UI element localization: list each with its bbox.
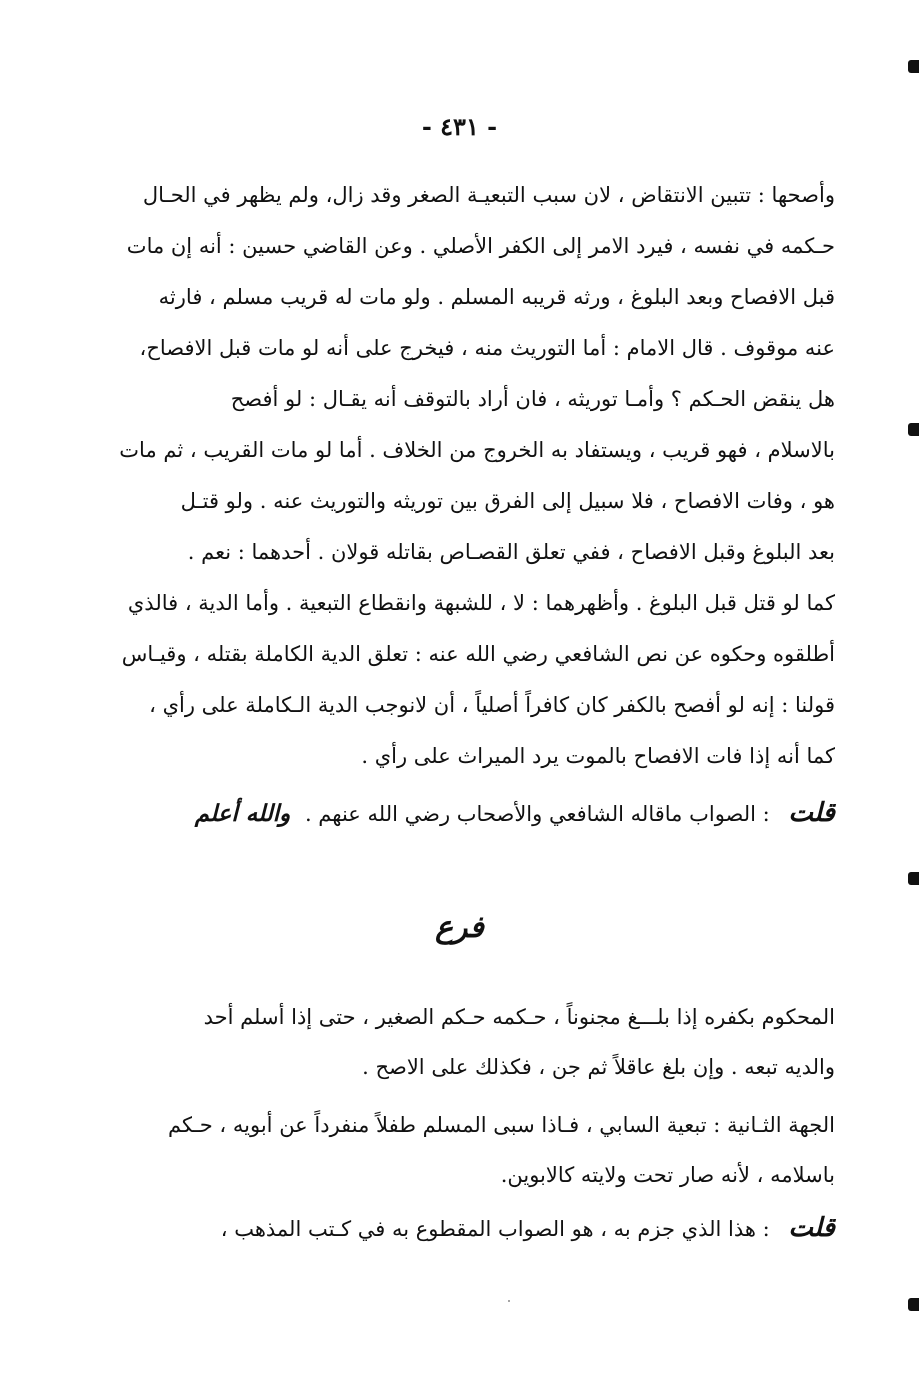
- qult-remark: [160, 790, 835, 837]
- qult-remark-2: [100, 1205, 835, 1252]
- text-line: هل ينقض الحـكم ؟ وأمـا توريثه ، فان أراد بالتوقف أنه يقـال : لو أفصح: [230, 387, 835, 411]
- second-aspect-paragraph: [100, 1100, 835, 1200]
- text-line: والديه تبعه . وإن بلغ عاقلاً ثم جن ، فكذلك على الاصح .: [362, 1055, 835, 1079]
- text-line: باسلامه ، لأنه صار تحت ولايته كالابوين.: [500, 1163, 835, 1187]
- text-line: أطلقوه وحكوه عن نص الشافعي رضي الله عنه : تعلق الدية الكاملة بقتله ، وقيـاس: [121, 642, 835, 666]
- text-line: قبل الافصاح وبعد البلوغ ، ورثه قريبه المسلم . ولو مات له قريب مسلم ، فارثه: [158, 285, 835, 309]
- page-edge-mark: [908, 60, 919, 73]
- page-edge-mark: [908, 1298, 919, 1311]
- text-line: حـكمه في نفسه ، فيرد الامر إلى الكفر الأصلي . وعن القاضي حسين : أنه إن مات: [126, 234, 835, 258]
- text-line: بعد البلوغ وقبل الافصاح ، ففي تعلق القصـاص بقاتله قولان . أحدهما : نعم .: [187, 540, 835, 564]
- qult-label: قلت: [788, 798, 835, 828]
- text-line: الجهة الثـانية : تبعية السابي ، فـاذا سبى المسلم طفلاً منفرداً عن أبويه ، حـكم: [168, 1113, 835, 1137]
- paper-speck: [508, 1300, 510, 1302]
- page-edge-mark: [908, 423, 919, 436]
- text-line: كما لو قتل قبل البلوغ . وأظهرهما : لا ، للشبهة وانقطاع التبعية . وأما الدية ، فالذي: [127, 591, 835, 615]
- main-paragraph: [100, 170, 835, 782]
- page-number: - ٤٣١ -: [421, 112, 498, 141]
- text-line: بالاسلام ، فهو قريب ، ويستفاد به الخروج من الخلاف . أما لو مات القريب ، ثم مات: [119, 438, 835, 462]
- section-heading: فرع: [435, 910, 484, 945]
- qult-text: : هذا الذي جزم به ، هو الصواب المقطوع به في كـتب المذهب ،: [220, 1217, 770, 1241]
- text-line: عنه موقوف . قال الامام : أما التوريث منه ، فيخرج على أنه لو مات قبل الافصاح،: [139, 336, 835, 360]
- page-edge-mark: [908, 872, 919, 885]
- text-line: هو ، وفات الافصاح ، فلا سبيل إلى الفرق بين توريثه والتوريث عنه . ولو قتـل: [180, 489, 835, 513]
- qult-text: : الصواب ماقاله الشافعي والأصحاب رضي الله عنهم .: [304, 802, 770, 826]
- branch-paragraph: [100, 992, 835, 1092]
- closing-phrase: والله أعلم: [194, 800, 291, 827]
- text-line: وأصحها : تتبين الانتقاض ، لان سبب التبعيـة الصغر وقد زال، ولم يظهر في الحـال: [142, 183, 835, 207]
- text-line: قولنا : إنه لو أفصح بالكفر كان كافراً أصلياً ، أن لانوجب الدية الـكاملة على رأي ،: [149, 693, 835, 717]
- text-line: كما أنه إذا فات الافصاح بالموت يرد الميراث على رأي .: [361, 744, 835, 768]
- qult-label: قلت: [788, 1213, 835, 1243]
- text-line: المحكوم بكفره إذا بلـــغ مجنوناً ، حـكمه حـكم الصغير ، حتى إذا أسلم أحد: [203, 1005, 835, 1029]
